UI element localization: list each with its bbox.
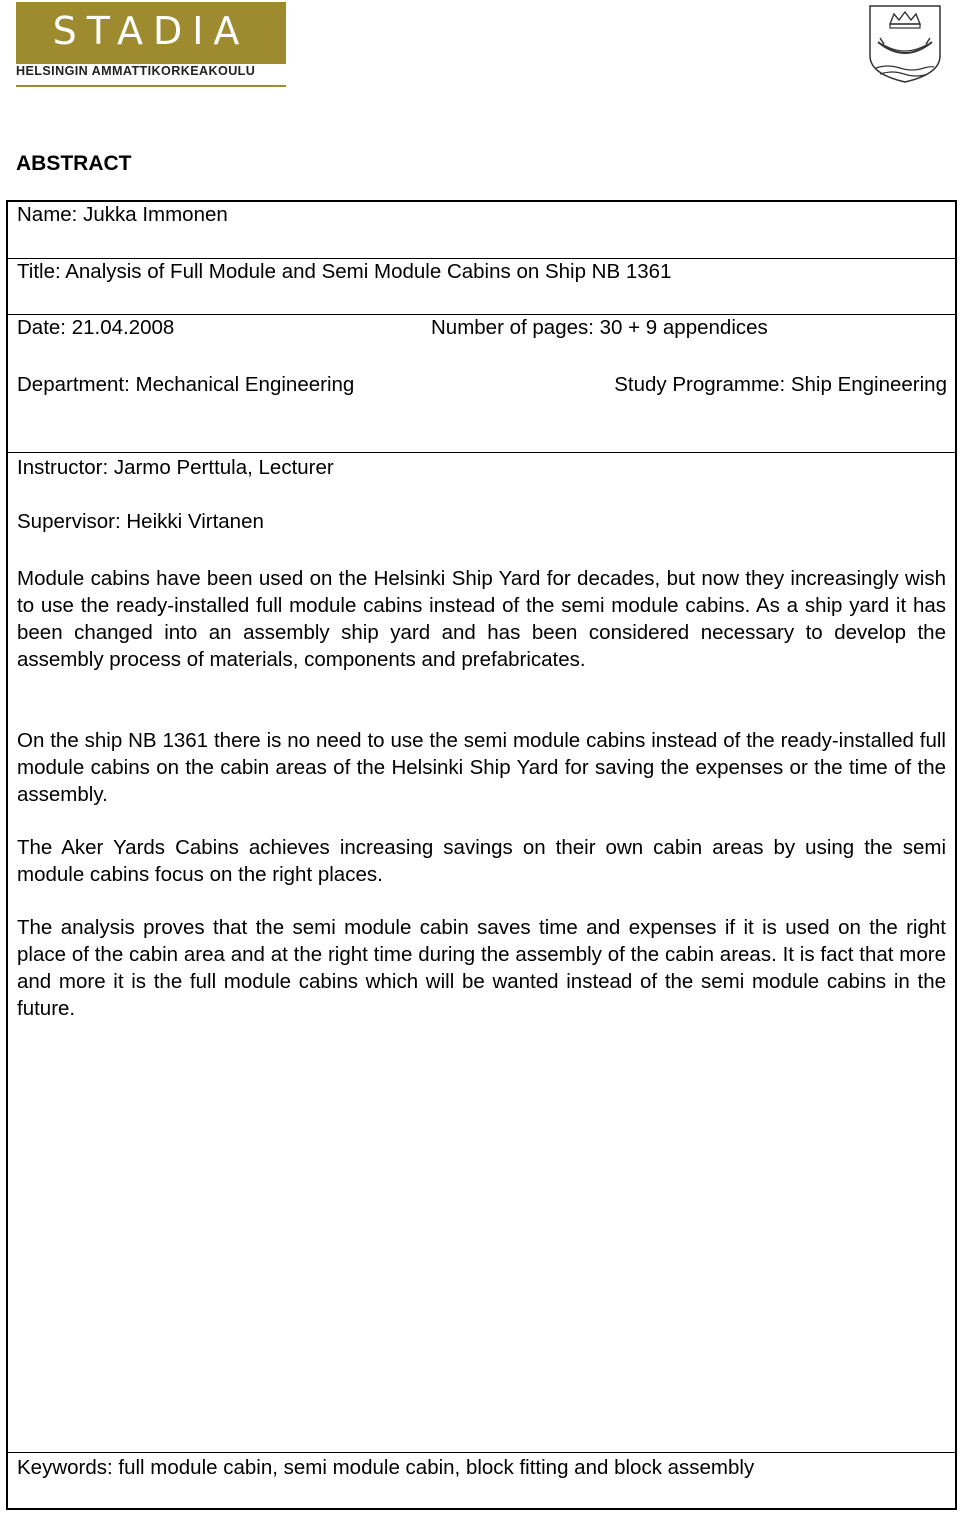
- department-field: Department: Mechanical Engineering: [17, 373, 355, 396]
- row-divider: [6, 314, 957, 315]
- thesis-title: Title: Analysis of Full Module and Semi Module Cabins on Ship NB 1361: [17, 260, 672, 283]
- row-divider: [6, 1452, 957, 1453]
- row-divider: [6, 452, 957, 453]
- stadia-logo: [16, 2, 286, 64]
- abstract-paragraph: On the ship NB 1361 there is no need to use the semi module cabins instead of the ready-installed full module cabins on the cabin areas of the Helsinki Ship Yard for saving the expenses or the time of the assembly.: [17, 729, 946, 806]
- instructor-field: Instructor: Jarmo Perttula, Lecturer: [17, 456, 334, 479]
- logo-underline: [16, 85, 286, 87]
- logo-wordmark: STADIA: [52, 9, 250, 53]
- page-title: ABSTRACT: [16, 152, 132, 175]
- row-divider: [6, 258, 957, 259]
- study-programme-field: Study Programme: Ship Engineering: [614, 373, 947, 396]
- supervisor-field: Supervisor: Heikki Virtanen: [17, 510, 264, 533]
- page-count-field: Number of pages: 30 + 9 appendices: [431, 316, 768, 339]
- abstract-paragraph: Module cabins have been used on the Helsinki Ship Yard for decades, but now they increasingly wish to use the ready-installed full module cabins instead of the semi module cabins. As a ship yard it has been changed into an assembly ship yard and has been considered necessary to develop the assembly process of materials, components and prefabricates.: [17, 567, 946, 671]
- author-name: Name: Jukka Immonen: [17, 203, 228, 226]
- abstract-paragraph: The Aker Yards Cabins achieves increasing savings on their own cabin areas by using the semi module cabins focus on the right places.: [17, 836, 946, 886]
- helsinki-coat-of-arms-icon: [868, 4, 942, 84]
- logo-subtitle: HELSINGIN AMMATTIKORKEAKOULU: [16, 64, 256, 78]
- keywords-field: Keywords: full module cabin, semi module cabin, block fitting and block assembly: [17, 1456, 755, 1479]
- date-field: Date: 21.04.2008: [17, 316, 175, 339]
- abstract-paragraph: The analysis proves that the semi module cabin saves time and expenses if it is used on the right place of the cabin area and at the right time during the assembly of the cabin areas. It is fact that more and more it is the full module cabins which will be wanted instead of the semi module cabins in the future.: [17, 916, 946, 1020]
